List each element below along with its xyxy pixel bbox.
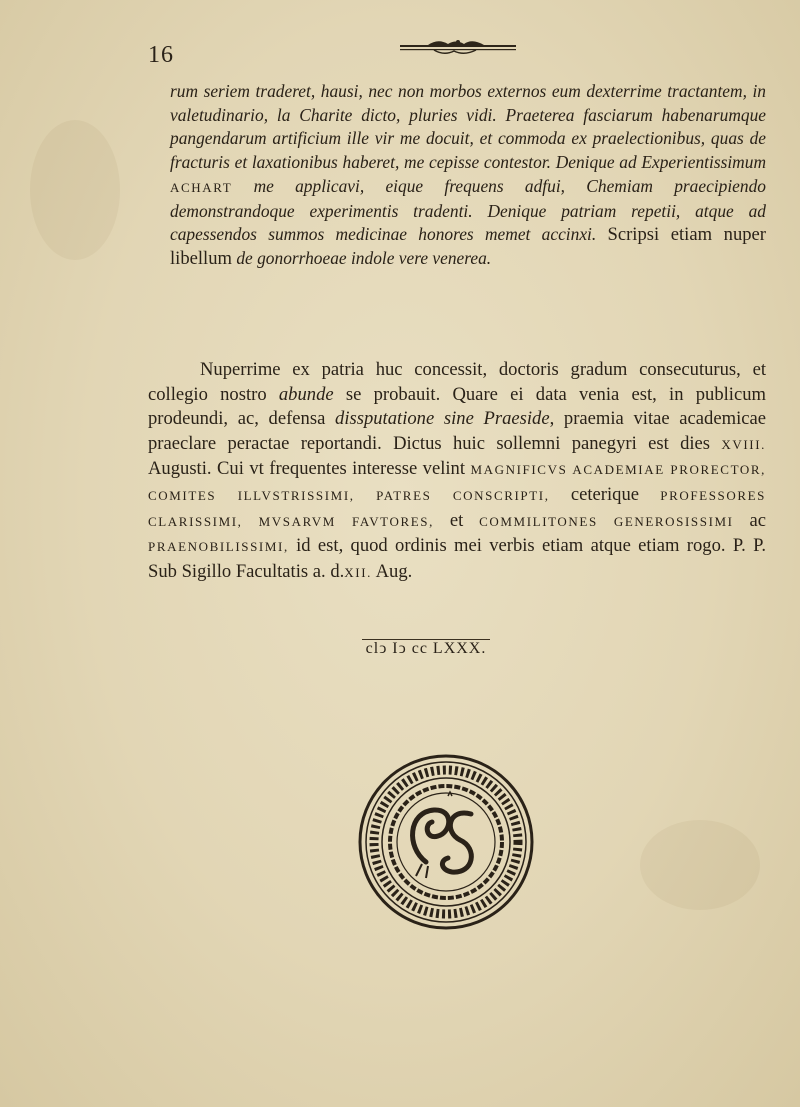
date-line (0, 640, 800, 658)
p2-s8: MAGNIFICVS ACADEMIAE PRORECTOR, COMITES ILLVSTRISSIMI, PATRES CONSCRIPTI, (148, 462, 766, 503)
p2-s7: Augusti. Cui vt frequentes interesse velint (148, 458, 466, 480)
p2-s6: XVIII. (721, 436, 766, 452)
paragraph-1-part-a: rum seriem traderet, hausi, nec non morbos externos eum dexterrime tractantem, in valetudinario, la Charite dicto, pluries vidi. Praeterea fasciarum habenarumque pangendarum artificium ille vir me docuit, et commoda ex praelectionibus, quas de fracturis et laxationibus haberet, me cepisse contestor. Denique ad Experientissimum (170, 81, 766, 173)
paragraph-1-part-c: Scripsi etiam nuper libellum (170, 224, 766, 269)
seal-vignette (356, 752, 536, 932)
p2-s4: dissputatione sine Praeside (335, 408, 550, 430)
book-title: de gonorrhoeae indole vere venerea. (236, 247, 492, 268)
p2-s17: Aug. (375, 560, 413, 582)
p2-s12: COMMILITONES GENEROSISSIMI (479, 513, 734, 529)
paragraph-1 (170, 80, 766, 271)
paragraph-2 (148, 358, 766, 585)
p2-s15: id est, quod ordinis mei verbis etiam atque etiam rogo. P. P. Sub Sigillo Facultatis a. d. (148, 535, 766, 582)
p2-s13: ac (749, 509, 766, 531)
paper-stain (640, 820, 760, 910)
p2-s9: ceterique (570, 483, 639, 505)
name-achart: ACHART (170, 179, 233, 195)
p2-s2: abunde (278, 383, 334, 405)
p2-s1: Nuperrime ex patria huc concessit, doctoris gradum consecuturus, et collegio nostro (148, 359, 766, 405)
p2-s16: XII. (344, 564, 372, 580)
p2-s3: se probauit. Quare ei data venia est, in publicum prodeundi, ac, defensa (148, 383, 766, 430)
p2-s5: , praemia vitae academicae praeclare peractae reportandi. Dictus huic sollemni panegyri est dies (148, 408, 766, 454)
date-year: clↄ Iↄ cc LXXX. (362, 639, 491, 657)
p2-s14: PRAENOBILISSIMI, (148, 539, 289, 555)
paragraph-1-part-b: me applicavi, eique frequens adfui, Chemiam praecipiendo demonstrandoque experimentis tradenti. Denique patriam repetii, atque ad capessendos summos medicinae honores memet accinxi. (170, 175, 766, 245)
headpiece-ornament (398, 36, 518, 58)
p2-s11: et (449, 509, 464, 531)
page-number: 16 (148, 42, 174, 68)
p2-s10: PROFESSORES CLARISSIMI, MVSARVM FAVTORES, (148, 487, 767, 529)
paper-stain (30, 120, 120, 260)
